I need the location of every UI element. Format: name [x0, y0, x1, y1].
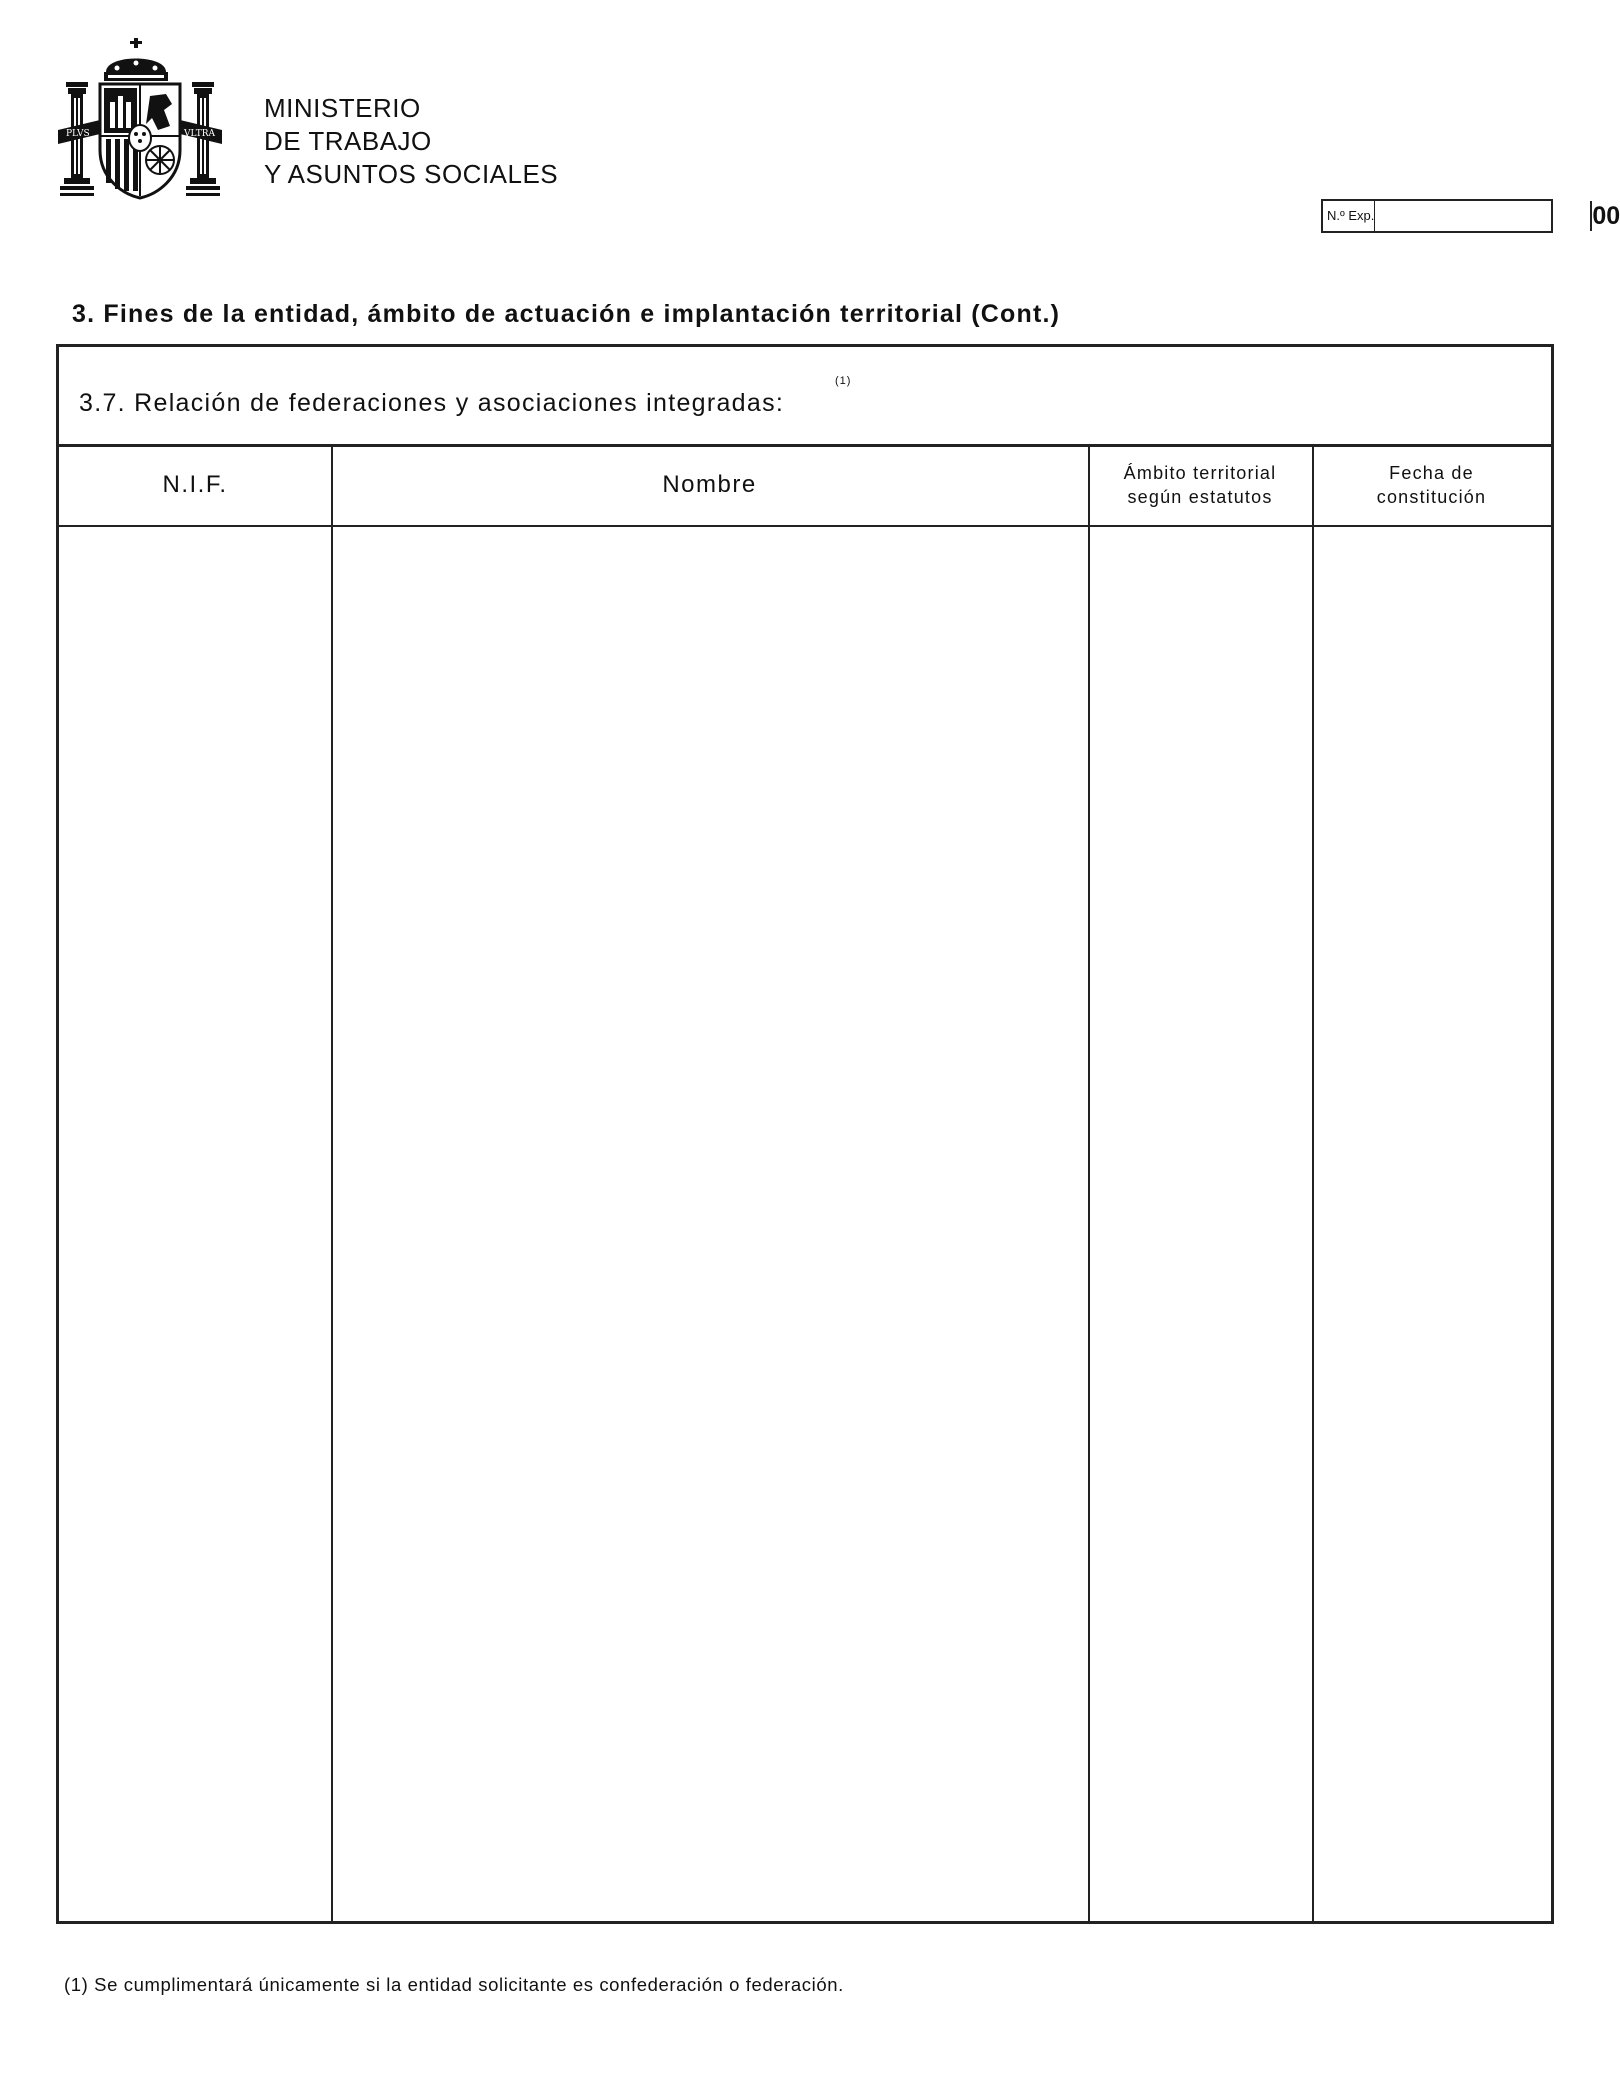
table-header-row [59, 444, 1551, 527]
ministry-line-3: Y ASUNTOS SOCIALES [264, 159, 559, 189]
expediente-box [1321, 199, 1620, 233]
column-header-fecha: Fecha de constitución [1376, 462, 1487, 507]
fecha-column-area[interactable] [1314, 527, 1549, 1921]
section-title: 3. Fines de la entidad, ámbito de actuación e implantación territorial (Cont.) [72, 300, 1061, 328]
spain-coat-of-arms-icon [54, 38, 226, 206]
footnote-text: (1) Se cumplimentará únicamente si la entidad solicitante es confederación o federación. [64, 1974, 844, 1995]
column-divider [1312, 444, 1314, 1921]
federations-table [59, 444, 1551, 1921]
column-header-nif: N.I.F. [162, 470, 228, 498]
column-divider [1088, 444, 1090, 1921]
expediente-suffix: 00 [1592, 202, 1620, 230]
ministry-name [264, 92, 558, 191]
column-header-ambito: Ámbito territorial según estatutos [1123, 462, 1277, 507]
column-header-nombre: Nombre [662, 470, 757, 498]
expediente-number-input[interactable] [1375, 201, 1592, 231]
ambito-column-area[interactable] [1090, 527, 1310, 1921]
svg-text:PLVS: PLVS [66, 129, 90, 139]
form-frame [56, 344, 1554, 1924]
ministry-line-1: MINISTERIO [264, 93, 421, 123]
ministry-line-2: DE TRABAJO [264, 126, 432, 156]
nif-column-area[interactable] [59, 527, 329, 1921]
footnote-reference: (1) [835, 375, 852, 387]
nombre-column-area[interactable] [333, 527, 1086, 1921]
svg-text:VLTRA: VLTRA [184, 129, 216, 139]
subsection-header [59, 347, 1551, 447]
column-divider [331, 444, 333, 1921]
subsection-title: 3.7. Relación de federaciones y asociaciones integradas: [79, 389, 785, 417]
expediente-label: N.º Exp. [1323, 201, 1375, 231]
